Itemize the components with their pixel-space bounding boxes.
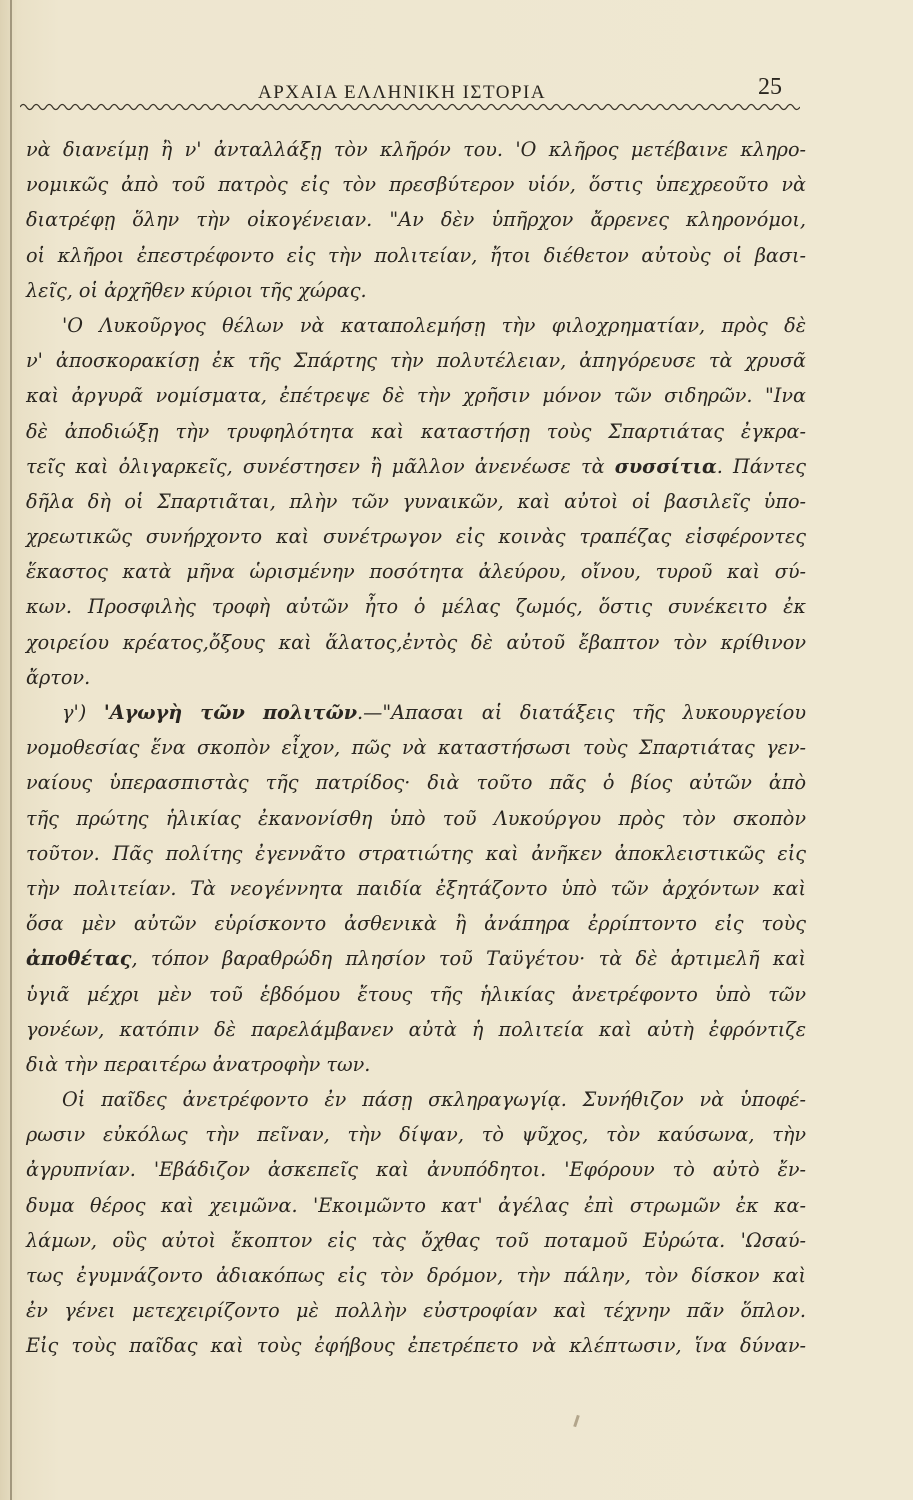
text-line [26,273,806,308]
emphasized-term: συσσίτια [614,454,717,478]
emphasized-term: 'Αγωγὴ τῶν πολιτῶν [103,701,358,724]
text-line [26,449,806,484]
text-segment: Εἰς τοὺς παῖδας καὶ τοὺς ἐφήβους ἐπετρέπετο νὰ κλέπτωσιν, ἵνα δύναν- [26,1334,806,1358]
text-line [26,625,806,660]
text-segment: νομικῶς ἀπὸ τοῦ πατρὸς εἰς τὸν πρεσβύτερον υἱόν, ὅστις ὑπεχρεοῦτο νὰ [26,173,806,197]
text-segment: δυμα θέρος καὶ χειμῶνα. 'Εκοιμῶντο κατ' ἀγέλας ἐπὶ στρωμῶν ἐκ κα- [26,1193,806,1217]
text-segment: δῆλα δὴ οἱ Σπαρτιᾶται, πλὴν τῶν γυναικῶν, καὶ αὐτοὶ οἱ βασιλεῖς ὑπο- [26,489,806,513]
text-line [26,1293,806,1328]
text-segment: ναίους ὑπερασπιστὰς τῆς πατρίδος· διὰ τοῦτο πᾶς ὁ βίος αὐτῶν ἀπὸ [26,771,806,795]
text-line [26,801,806,836]
text-segment: ρωσιν εὐκόλως τὴν πεῖναν, τὴν δίψαν, τὸ ψῦχος, τὸν καύσωνα, τὴν [26,1123,806,1147]
text-line [26,730,806,765]
text-segment: οἱ κλῆροι ἐπεστρέφοντο εἰς τὴν πολιτείαν, ἤτοι διέθετον αὐτοὺς οἱ βασι- [26,243,806,267]
text-line [26,519,806,554]
text-segment: ὅσα μὲν αὐτῶν εὑρίσκοντο ἀσθενικὰ ἢ ἀνάπηρα ἐρρίπτοντο εἰς τοὺς [26,912,806,936]
text-segment: λεῖς, οἱ ἀρχῆθεν κύριοι τῆς χώρας. [26,278,367,302]
text-line [26,1117,806,1152]
text-line [26,554,806,589]
text-segment: τῆς πρώτης ἡλικίας ἐκανονίσθη ὑπὸ τοῦ Λυκούργου πρὸς τὸν σκοπὸν [26,806,806,830]
text-segment: γ') [62,701,104,724]
text-segment: καὶ ἀργυρᾶ νομίσματα, ἐπέτρεψε δὲ τὴν χρῆσιν μόνον τῶν σιδηρῶν. "Ινα [26,384,806,408]
text-segment: ἕκαστος κατὰ μῆνα ὡρισμένην ποσότητα ἀλεύρου, οἴνου, τυροῦ καὶ σύ- [26,560,806,584]
text-line [26,1012,806,1047]
text-line [26,414,806,449]
binding-edge [10,0,12,1500]
text-line [26,1082,806,1117]
text-line [26,1047,806,1082]
text-segment: διὰ τὴν περαιτέρω ἀνατροφὴν των. [26,1052,371,1076]
text-line [26,1152,806,1187]
text-segment: λάμων, οὓς αὐτοὶ ἔκοπτον εἰς τὰς ὄχθας τοῦ ποταμοῦ Εὐρώτα. 'Ωσαύ- [26,1228,806,1252]
text-segment: γονέων, κατόπιν δὲ παρελάμβανεν αὐτὰ ἡ πολιτεία καὶ αὐτὴ ἐφρόντιζε [26,1017,806,1041]
text-segment: χρεωτικῶς συνήρχοντο καὶ συνέτρωγον εἰς κοινὰς τραπέζας εἰσφέροντες [26,525,806,549]
text-line [26,1188,806,1223]
text-line [26,906,806,941]
text-line [26,1328,806,1363]
text-line [26,132,806,167]
text-line [26,167,806,202]
text-segment: χοιρείου κρέατος,ὄξους καὶ ἅλατος,ἐντὸς δὲ αὐτοῦ ἔβαπτον τὸν κρίθινον [26,630,806,654]
text-line [26,871,806,906]
text-segment: δὲ ἀποδιώξῃ τὴν τρυφηλότητα καὶ καταστήσῃ τοὺς Σπαρτιάτας ἐγκρα- [26,419,806,443]
text-segment: τεῖς καὶ ὀλιγαρκεῖς, συνέστησεν ἢ μᾶλλον ἀνενέωσε τὰ [26,454,615,478]
text-segment: 'Ο Λυκοῦργος θέλων νὰ καταπολεμήσῃ τὴν φιλοχρηματίαν, πρὸς δὲ [62,313,806,337]
text-segment: τὴν πολιτείαν. Τὰ νεογέννητα παιδία ἐξητάζοντο ὑπὸ τῶν ἀρχόντων καὶ [26,876,806,900]
text-line [26,660,806,695]
text-segment: κων. Προσφιλὴς τροφὴ αὐτῶν ἦτο ὁ μέλας ζωμός, ὅστις συνέκειτο ἐκ [26,595,806,619]
text-segment: ὑγιᾶ μέχρι μὲν τοῦ ἑβδόμου ἔτους τῆς ἡλικίας ἀνετρέφοντο ὑπὸ τῶν [26,982,806,1006]
text-segment: τοῦτον. Πᾶς πολίτης ἐγεννᾶτο στρατιώτης καὶ ἀνῆκεν ἀποκλειστικῶς εἰς [26,841,806,865]
running-title: ΑΡΧΑΙΑ ΕΛΛΗΝΙΚΗ ΙΣΤΟΡΙΑ [258,82,547,103]
pencil-mark [573,1415,580,1427]
text-line [26,238,806,273]
text-line [26,695,806,730]
text-line [26,308,806,343]
text-segment: .—"Απασαι αἱ διατάξεις τῆς λυκουργείου [357,701,806,724]
text-line [26,343,806,378]
text-segment: νομοθεσίας ἕνα σκοπὸν εἶχον, πῶς νὰ καταστήσωσι τοὺς Σπαρτιάτας γεν- [26,736,806,760]
text-line [26,202,806,237]
text-segment: νὰ διανείμῃ ἢ ν' ἀνταλλάξῃ τὸν κλῆρόν του. 'Ο κλῆρος μετέβαινε κληρο- [26,138,806,161]
text-segment: . Πάντες [716,454,806,478]
text-segment: , τόπον βαραθρώδη πλησίον τοῦ Ταϋγέτου· τὰ δὲ ἀρτιμελῆ καὶ [131,947,806,971]
text-line [26,484,806,519]
page-number: 25 [758,74,782,100]
text-segment: Οἱ παῖδες ἀνετρέφοντο ἐν πάσῃ σκληραγωγίᾳ. Συνήθιζον νὰ ὑποφέ- [62,1088,806,1112]
text-segment: ἀγρυπνίαν. 'Εβάδιζον ἀσκεπεῖς καὶ ἀνυπόδητοι. 'Εφόρουν τὸ αὐτὸ ἔν- [26,1158,806,1182]
text-segment: τως ἐγυμνάζοντο ἀδιακόπως εἰς τὸν δρόμον, τὴν πάλην, τὸν δίσκον καὶ [26,1264,806,1287]
text-line [26,977,806,1012]
body-text [26,132,806,1364]
text-line [26,1258,806,1293]
emphasized-term: ἀποθέτας [26,947,132,971]
text-line [26,378,806,413]
text-segment: ν' ἀποσκορακίσῃ ἐκ τῆς Σπάρτης τὴν πολυτέλειαν, ἀπηγόρευσε τὰ χρυσᾶ [26,349,806,373]
text-line [26,941,806,976]
text-segment: ἄρτον. [26,665,91,689]
ornamental-wavy-rule [20,100,800,114]
text-line [26,1223,806,1258]
text-line [26,589,806,624]
text-segment: διατρέφῃ ὅλην τὴν οἰκογένειαν. "Αν δὲν ὑπῆρχον ἄρρενες κληρονόμοι, [26,208,806,232]
text-line [26,836,806,871]
text-line [26,765,806,800]
text-segment: ἐν γένει μετεχειρίζοντο μὲ πολλὴν εὐστροφίαν καὶ τέχνην πᾶν ὅπλον. [26,1299,806,1323]
